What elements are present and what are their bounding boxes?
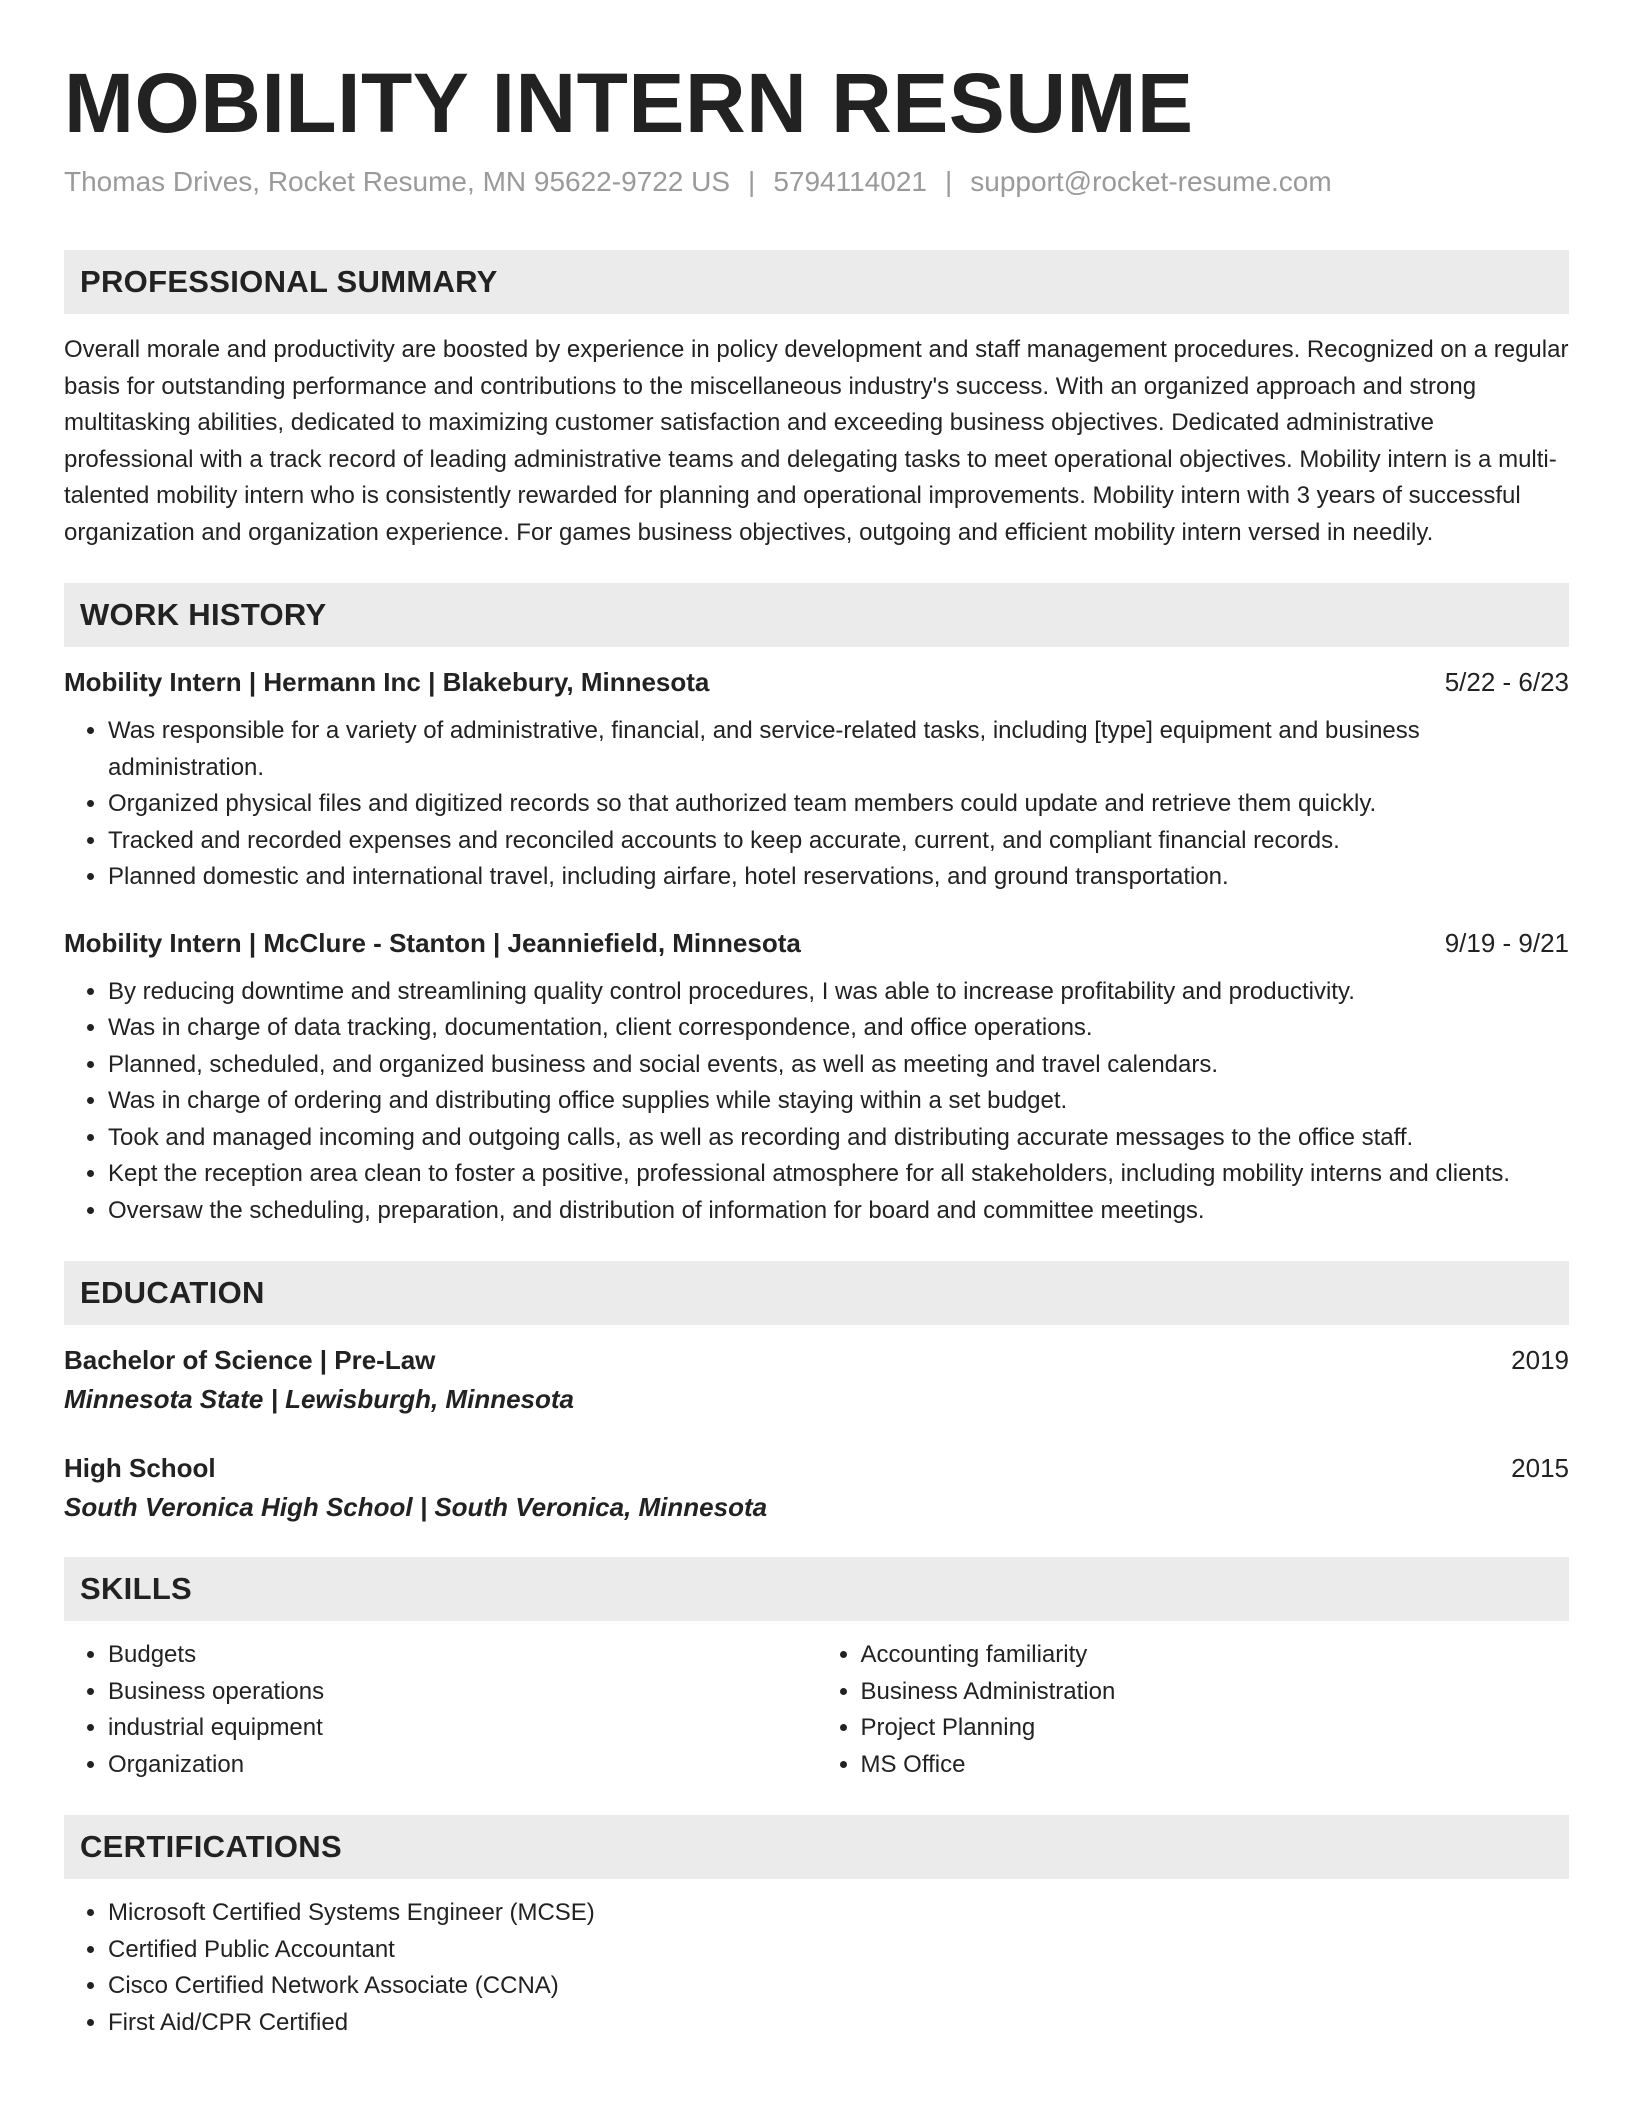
job-entry	[64, 926, 1569, 1230]
job-entry	[64, 665, 1569, 896]
contact-address: Thomas Drives, Rocket Resume, MN 95622-9722 US	[64, 166, 731, 197]
graduation-year: 2015	[1511, 1453, 1569, 1483]
certifications-list	[64, 1895, 1569, 2041]
job-bullet: • Took and managed incoming and outgoing calls, as well as recording and distributing accurate messages to the office staff.	[108, 1120, 1569, 1157]
skills-list-right	[817, 1637, 1570, 1783]
work-history-section	[64, 583, 1569, 1229]
job-header	[64, 665, 1569, 699]
resume-title: MOBILITY INTERN RESUME	[64, 56, 1194, 150]
job-dates: 5/22 - 6/23	[1444, 667, 1569, 697]
degree-title: High School	[64, 1453, 216, 1483]
education-header	[64, 1343, 1569, 1377]
certification-item: • Microsoft Certified Systems Engineer (MCSE)	[108, 1895, 1569, 1932]
skills-columns	[64, 1637, 1569, 1783]
section-heading-skills: SKILLS	[64, 1557, 1569, 1621]
job-dates: 9/19 - 9/21	[1444, 927, 1569, 958]
section-heading-work-history: WORK HISTORY	[64, 583, 1569, 647]
certifications-section	[64, 1815, 1569, 2041]
skill-item: • Accounting familiarity	[861, 1637, 1570, 1674]
skills-list-left	[64, 1637, 817, 1783]
section-heading-summary: PROFESSIONAL SUMMARY	[64, 250, 1569, 314]
job-bullet: • Tracked and recorded expenses and reconciled accounts to keep accurate, current, and compliant financial records.	[108, 823, 1569, 860]
job-title: Mobility Intern | Hermann Inc | Blakebury, Minnesota	[64, 667, 710, 697]
education-entry	[64, 1343, 1569, 1417]
certification-item: • First Aid/CPR Certified	[108, 2005, 1569, 2042]
certification-item: • Cisco Certified Network Associate (CCNA)	[108, 1968, 1569, 2005]
job-bullet: • Oversaw the scheduling, preparation, and distribution of information for board and committee meetings.	[108, 1193, 1569, 1230]
education-header	[64, 1451, 1569, 1485]
graduation-year: 2019	[1511, 1345, 1569, 1375]
job-bullet: • Kept the reception area clean to foster a positive, professional atmosphere for all stakeholders, including mobility interns and clients.	[108, 1156, 1569, 1193]
job-bullets	[64, 974, 1569, 1230]
contact-email: support@rocket-resume.com	[970, 166, 1332, 197]
certification-item: • Certified Public Accountant	[108, 1932, 1569, 1969]
school-name: Minnesota State | Lewisburgh, Minnesota	[64, 1384, 574, 1414]
section-heading-certifications: CERTIFICATIONS	[64, 1815, 1569, 1879]
skill-item: • Business Administration	[861, 1674, 1570, 1711]
job-bullet: • Was in charge of ordering and distributing office supplies while staying within a set budget.	[108, 1083, 1569, 1120]
contact-separator: |	[748, 166, 756, 197]
education-section	[64, 1261, 1569, 1525]
degree-title: Bachelor of Science | Pre-Law	[64, 1345, 436, 1375]
summary-text: Overall morale and productivity are boosted by experience in policy development and staff management procedures. Recognized on a regular basis for outstanding performance and contributions to the miscellaneous industry's success. With an organized approach and strong multitasking abilities, dedicated to maximizing customer satisfaction and exceeding business objectives. Dedicated administrative professional with a track record of leading administrative teams and delegating tasks to meet operational objectives. Mobility intern is a multi-talented mobility intern who is consistently rewarded for planning and operational improvements. Mobility intern with 3 years of successful organization and organization experience. For games business objectives, outgoing and efficient mobility intern versed in needily.	[64, 336, 1569, 546]
skill-item: • Business operations	[108, 1674, 817, 1711]
contact-separator: |	[944, 166, 953, 197]
job-bullets	[64, 713, 1569, 896]
job-header	[64, 926, 1569, 960]
skill-item: • MS Office	[861, 1747, 1570, 1784]
job-bullet: • Was in charge of data tracking, documentation, client correspondence, and office operations.	[108, 1010, 1569, 1047]
contact-phone: 5794114021	[773, 166, 927, 197]
skill-item: • industrial equipment	[108, 1710, 817, 1747]
section-heading-education: EDUCATION	[64, 1261, 1569, 1325]
education-entry	[64, 1451, 1569, 1525]
job-title: Mobility Intern | McClure - Stanton | Jeanniefield, Minnesota	[64, 927, 801, 958]
contact-line	[64, 164, 1569, 200]
skills-section	[64, 1557, 1569, 1783]
job-bullet: • Organized physical files and digitized records so that authorized team members could update and retrieve them quickly.	[108, 786, 1569, 823]
skill-item: • Organization	[108, 1747, 817, 1784]
job-bullet: • Was responsible for a variety of administrative, financial, and service-related tasks, including [type] equipment and business administration.	[108, 713, 1569, 786]
skill-item: • Project Planning	[861, 1710, 1570, 1747]
job-bullet: • By reducing downtime and streamlining quality control procedures, I was able to increase profitability and productivity.	[108, 974, 1569, 1011]
job-bullet: • Planned, scheduled, and organized business and social events, as well as meeting and travel calendars.	[108, 1047, 1569, 1084]
school-name: South Veronica High School | South Veronica, Minnesota	[64, 1492, 768, 1522]
job-bullet: • Planned domestic and international travel, including airfare, hotel reservations, and ground transportation.	[108, 859, 1569, 896]
skill-item: • Budgets	[108, 1637, 817, 1674]
